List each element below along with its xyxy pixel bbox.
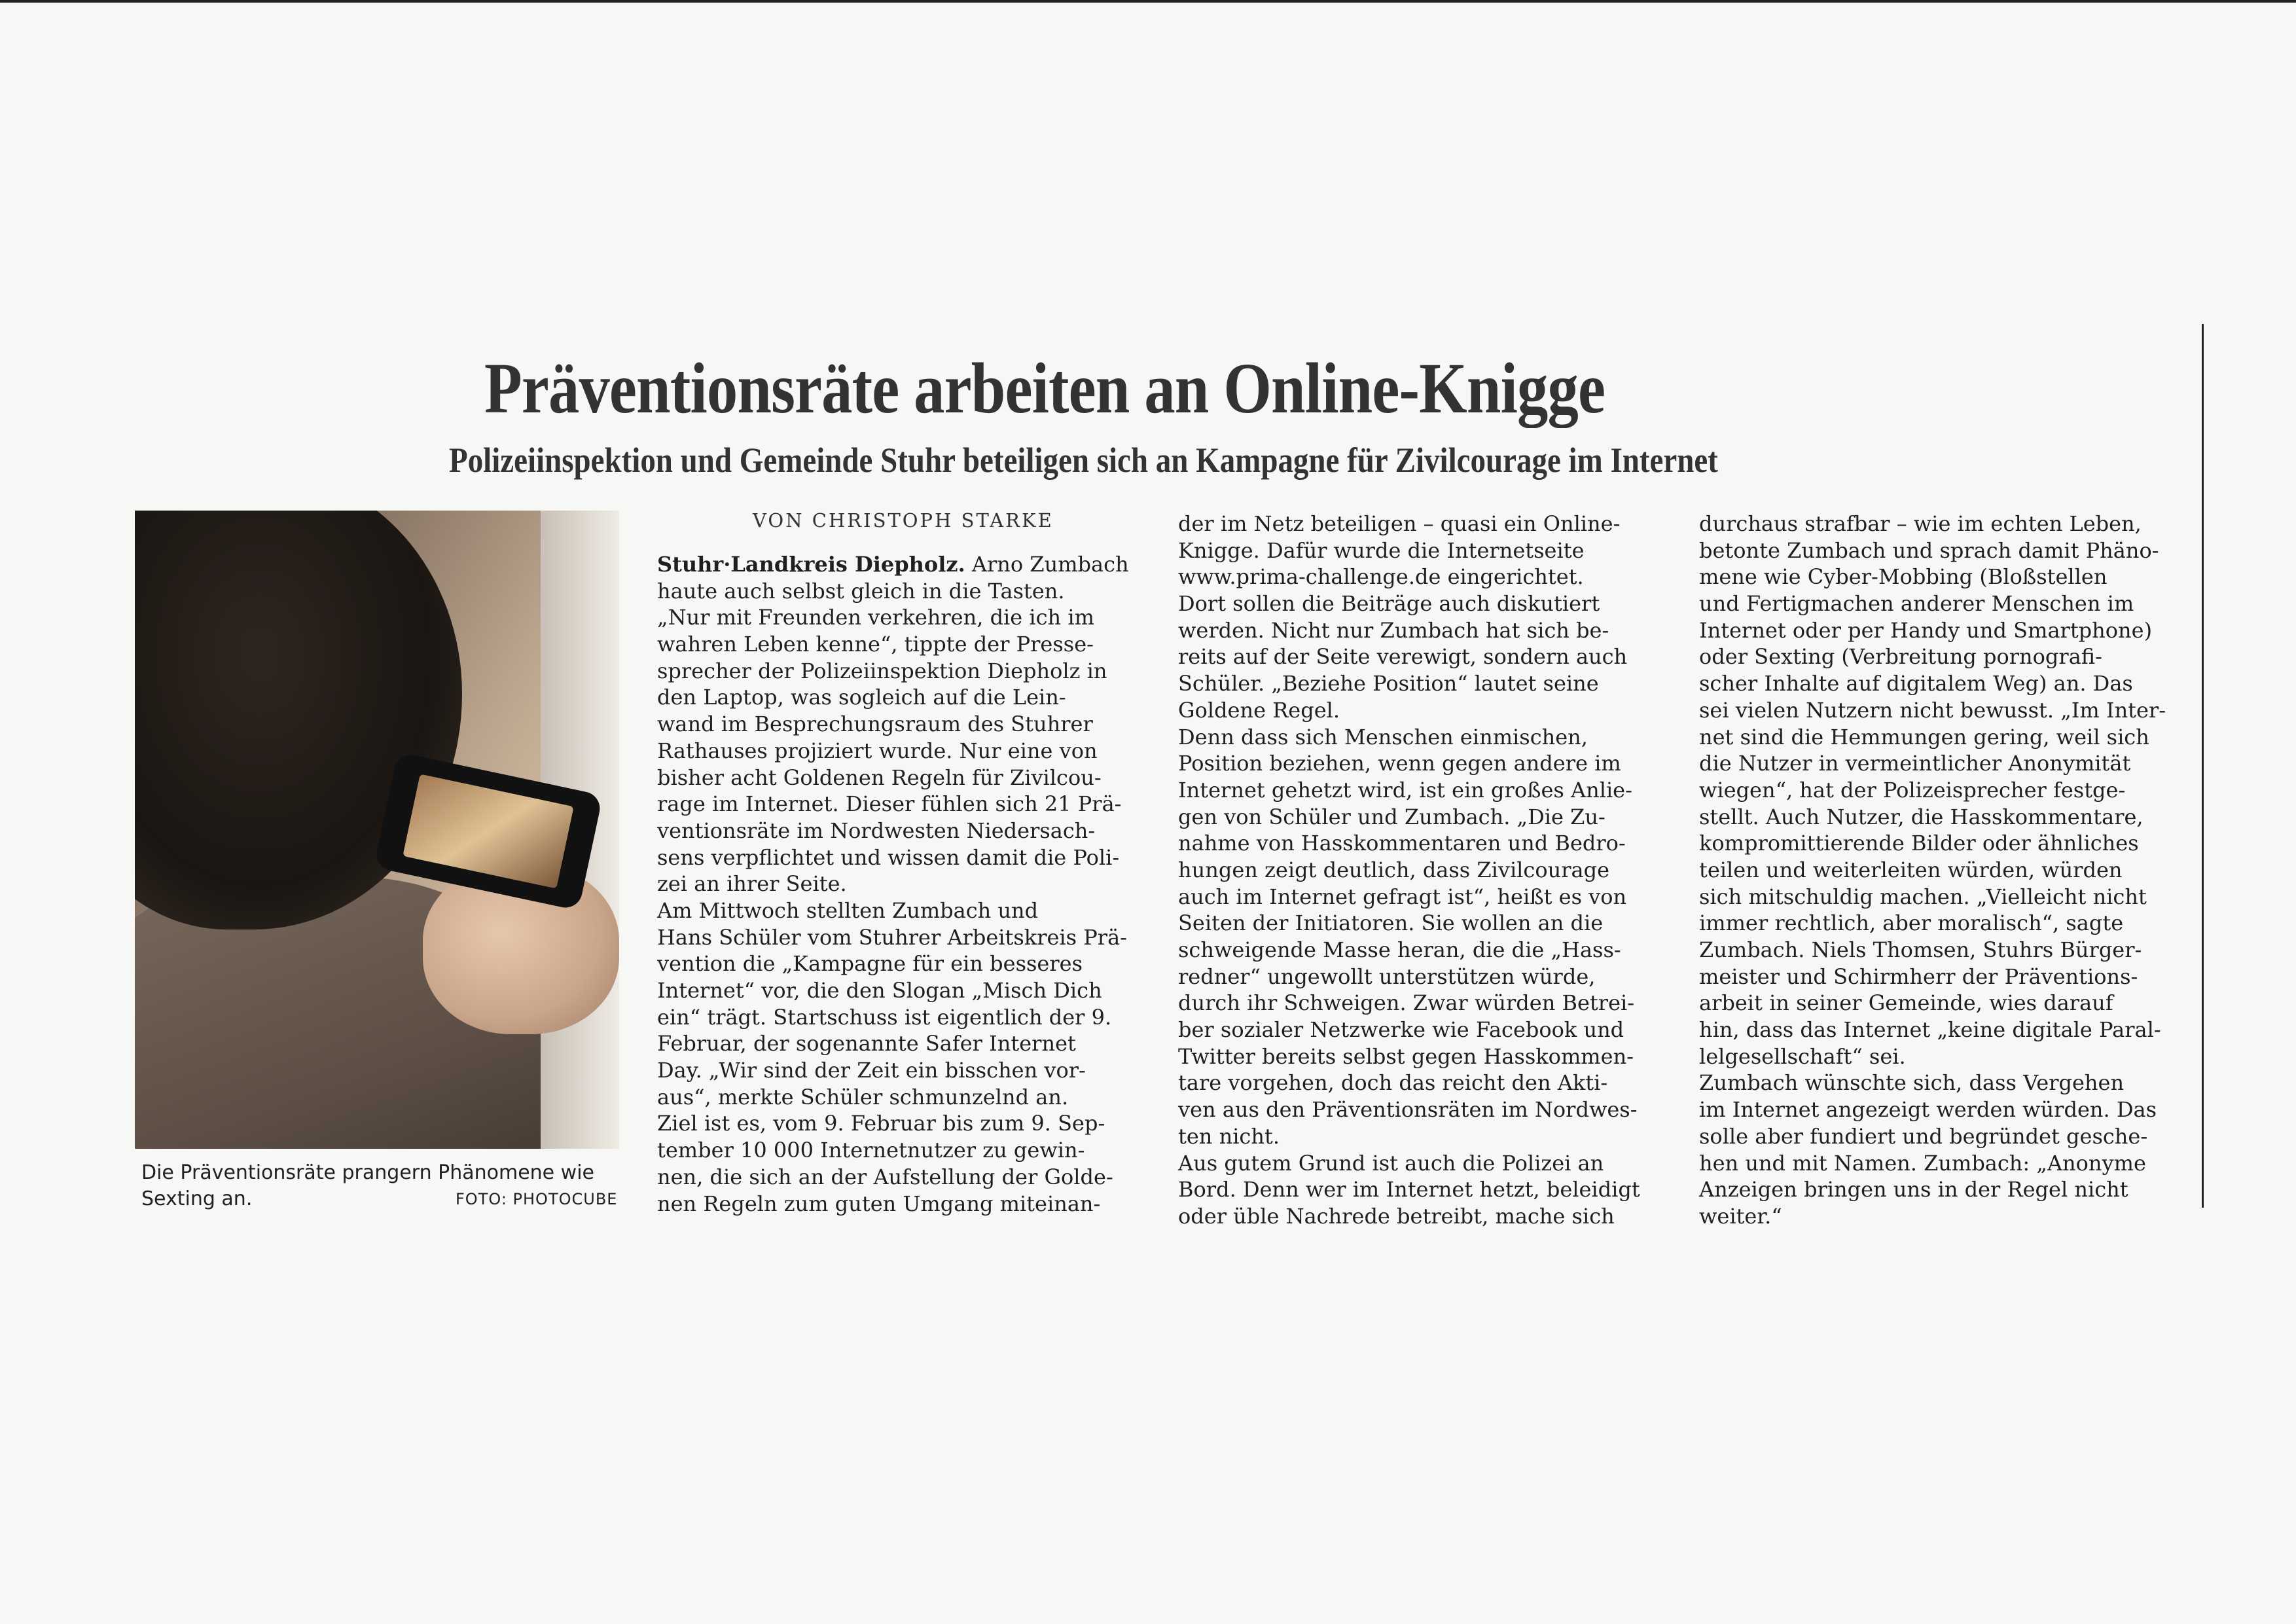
column-line-text: oder üble Nachrede betreibt, mache sich (1178, 1203, 1615, 1229)
column-line (1178, 884, 1656, 911)
column-line-text: Knigge. Dafür wurde die Internetseite (1178, 537, 1585, 563)
column-line (657, 897, 1135, 924)
column-1-first-line: Arno Zumbach (971, 552, 1129, 577)
column-line (657, 711, 1135, 738)
column-line (657, 738, 1135, 765)
column-line (657, 551, 1135, 578)
photo-caption-block (141, 1160, 626, 1212)
column-1-lines (657, 578, 1135, 1218)
column-line (1699, 1150, 2183, 1177)
photo-caption: Die Präventionsräte prangern Phänomene wie Sexting an. (141, 1161, 595, 1210)
column-line-text: Dort sollen die Beiträge auch diskutiert (1178, 591, 1600, 617)
column-line (657, 844, 1135, 871)
column-line (1699, 1203, 2183, 1230)
column-line-text: Rathauses projiziert wurde. Nur eine von (657, 738, 1098, 763)
column-line (1178, 724, 1656, 751)
column-rule (2202, 324, 2204, 1208)
column-line-text: vention die „Kampagne für ein besseres (657, 951, 1083, 977)
column-line (1699, 884, 2183, 911)
photo-credit: FOTO: PHOTOCUBE (456, 1190, 618, 1208)
page-top-edge (0, 0, 2296, 3)
column-line (1178, 697, 1656, 724)
column-line-text: zei an ihrer Seite. (657, 871, 847, 897)
column-line (1178, 643, 1656, 670)
column-line-text: nen Regeln zum guten Umgang miteinan- (657, 1191, 1101, 1216)
column-line (1178, 1203, 1656, 1230)
column-line-text: hin, dass das Internet „keine digitale Paral- (1699, 1017, 2161, 1043)
column-line (1699, 617, 2183, 644)
column-line (1699, 1123, 2183, 1150)
column-line-text: Hans Schüler vom Stuhrer Arbeitskreis Prä- (657, 924, 1127, 950)
column-line-text: solle aber fundiert und begründet gesche- (1699, 1123, 2148, 1149)
column-line (1178, 617, 1656, 644)
column-line (1699, 777, 2183, 804)
column-line-text: hungen zeigt deutlich, dass Zivilcourage (1178, 857, 1609, 882)
column-line (657, 1164, 1135, 1191)
column-line (657, 604, 1135, 631)
column-line-text: den Laptop, was sogleich auf die Lein- (657, 685, 1066, 710)
column-line-text: die Nutzer in vermeintlicher Anonymität (1699, 751, 2131, 776)
article-column-2 (1178, 511, 1656, 1230)
column-line (1178, 511, 1656, 537)
column-line (1178, 1123, 1656, 1150)
column-line-text: Seiten der Initiatoren. Sie wollen an die (1178, 911, 1604, 936)
column-line (657, 1110, 1135, 1137)
column-line-text: ein“ trägt. Startschuss ist eigentlich der 9. (657, 1004, 1112, 1030)
article-column-3 (1699, 511, 2183, 1230)
column-line-text: kompromittierende Bilder oder ähnliches (1699, 831, 2139, 856)
column-line (1178, 804, 1656, 831)
column-line-text: im Internet angezeigt werden würden. Das (1699, 1097, 2157, 1123)
column-line (1699, 1043, 2183, 1070)
column-line (1699, 511, 2183, 537)
subheadline: Polizeiinspektion und Gemeinde Stuhr beteiligen sich an Kampagne für Zivilcourage im Internet (449, 441, 1718, 480)
article-photo (135, 511, 619, 1149)
column-line (1178, 1096, 1656, 1123)
column-line-text: Zumbach wünschte sich, dass Vergehen (1699, 1070, 2125, 1096)
column-line (657, 1191, 1135, 1218)
column-line-text: tare vorgehen, doch das reicht den Akti- (1178, 1070, 1608, 1096)
column-line-text: Schüler. „Beziehe Position“ lautet seine (1178, 671, 1599, 696)
column-line-text: Ziel ist es, vom 9. Februar bis zum 9. Sep- (657, 1111, 1105, 1136)
column-line-text: gen von Schüler und Zumbach. „Die Zu- (1178, 804, 1605, 829)
column-line-text: lelgesellschaft“ sei. (1699, 1043, 1906, 1069)
column-line (1699, 1176, 2183, 1203)
column-line-text: sich mitschuldig machen. „Vielleicht nicht (1699, 884, 2147, 909)
column-line-text: betonte Zumbach und sprach damit Phäno- (1699, 537, 2159, 563)
column-line-text: ten nicht. (1178, 1123, 1280, 1149)
column-line-text: Goldene Regel. (1178, 697, 1340, 723)
column-line (657, 1057, 1135, 1084)
column-line (1699, 1070, 2183, 1096)
column-line-text: sprecher der Polizeiinspektion Diepholz in (657, 658, 1107, 683)
column-line (657, 1004, 1135, 1031)
column-line-text: Februar, der sogenannte Safer Internet (657, 1031, 1076, 1056)
column-line (1699, 937, 2183, 964)
column-line (1699, 804, 2183, 831)
column-line (1699, 1017, 2183, 1043)
column-line-text: der im Netz beteiligen – quasi ein Online- (1178, 511, 1621, 536)
column-line-text: Denn dass sich Menschen einmischen, (1178, 724, 1588, 749)
column-line (1178, 777, 1656, 804)
column-line-text: Internet oder per Handy und Smartphone) (1699, 617, 2153, 643)
column-line (657, 977, 1135, 1004)
column-line (1178, 990, 1656, 1017)
column-line (1699, 750, 2183, 777)
byline: VON CHRISTOPH STARKE (753, 509, 1054, 532)
column-line (1178, 1017, 1656, 1043)
column-line-text: durch ihr Schweigen. Zwar würden Betrei- (1178, 990, 1635, 1016)
column-line-text: haute auch selbst gleich in die Tasten. (657, 578, 1065, 604)
column-line (1178, 1150, 1656, 1177)
column-line-text: stellt. Auch Nutzer, die Hasskommentare, (1699, 804, 2144, 829)
column-line (657, 1137, 1135, 1164)
column-line (1178, 537, 1656, 564)
column-line-text: aus“, merkte Schüler schmunzelnd an. (657, 1084, 1069, 1110)
column-line (1178, 750, 1656, 777)
column-line-text: Am Mittwoch stellten Zumbach und (657, 897, 1039, 923)
column-line-text: scher Inhalte auf digitalem Weg) an. Das (1699, 671, 2133, 696)
column-line (1178, 670, 1656, 697)
column-line (1699, 1096, 2183, 1123)
column-line (1699, 590, 2183, 617)
column-line-text: bisher acht Goldenen Regeln für Zivilcou- (657, 765, 1102, 790)
column-line-text: teilen und weiterleiten würden, würden (1699, 857, 2123, 882)
column-line (1178, 857, 1656, 884)
column-line-text: Internet gehetzt wird, ist ein großes Anlie- (1178, 777, 1632, 803)
column-line-text: Anzeigen bringen uns in der Regel nicht (1699, 1177, 2128, 1202)
column-line (1178, 564, 1656, 590)
column-line (1178, 1070, 1656, 1096)
column-line-text: Bord. Denn wer im Internet hetzt, beleidigt (1178, 1177, 1640, 1202)
column-line-text: wahren Leben kenne“, tippte der Presse- (657, 632, 1094, 657)
column-line (1178, 590, 1656, 617)
column-line-text: meister und Schirmherr der Präventions- (1699, 964, 2138, 989)
column-line (1178, 937, 1656, 964)
column-line (1699, 670, 2183, 697)
column-line (657, 765, 1135, 791)
column-line-text: ven aus den Präventionsräten im Nordwes- (1178, 1097, 1638, 1123)
column-line-text: schweigende Masse heran, die die „Hass- (1178, 937, 1621, 962)
column-line-text: werden. Nicht nur Zumbach hat sich be- (1178, 617, 1609, 643)
column-line-text: ventionsräte im Nordwesten Niedersach- (657, 818, 1096, 843)
column-line-text: net sind die Hemmungen gering, weil sich (1699, 724, 2149, 749)
column-line-text: wiegen“, hat der Polizeisprecher festge- (1699, 777, 2126, 803)
column-line-text: hen und mit Namen. Zumbach: „Anonyme (1699, 1150, 2146, 1176)
column-line-text: Aus gutem Grund ist auch die Polizei an (1178, 1150, 1604, 1176)
column-line (1178, 910, 1656, 937)
column-line (657, 1084, 1135, 1111)
column-line (657, 871, 1135, 897)
dateline: Stuhr·Landkreis Diepholz. (657, 552, 965, 577)
column-line-text: nahme von Hasskommentaren und Bedro- (1178, 831, 1626, 856)
column-line (1699, 643, 2183, 670)
column-line-text: wand im Besprechungsraum des Stuhrer (657, 712, 1093, 737)
article-column-1 (657, 551, 1135, 1217)
column-line (657, 684, 1135, 711)
column-line (1699, 910, 2183, 937)
column-line (1699, 564, 2183, 590)
column-line-text: und Fertigmachen anderer Menschen im (1699, 591, 2134, 617)
column-line-text: reits auf der Seite verewigt, sondern auch (1178, 644, 1628, 670)
column-line-text: immer rechtlich, aber moralisch“, sagte (1699, 911, 2124, 936)
column-line-text: ber sozialer Netzwerke wie Facebook und (1178, 1017, 1624, 1043)
headline: Präventionsräte arbeiten an Online-Knigge (484, 348, 1605, 428)
photo-smartphone-screen (403, 774, 573, 888)
column-line-text: nen, die sich an der Aufstellung der Golde- (657, 1164, 1113, 1189)
column-line (1178, 830, 1656, 857)
column-line (657, 658, 1135, 685)
column-line-text: mene wie Cyber-Mobbing (Bloßstellen (1699, 564, 2108, 590)
column-line-text: auch im Internet gefragt ist“, heißt es von (1178, 884, 1627, 909)
column-line (657, 924, 1135, 951)
column-line (1699, 830, 2183, 857)
column-line-text: weiter.“ (1699, 1203, 1782, 1229)
column-line-text: Zumbach. Niels Thomsen, Stuhrs Bürger- (1699, 937, 2142, 962)
column-line (1178, 964, 1656, 990)
column-line (1699, 964, 2183, 990)
column-line (1699, 990, 2183, 1017)
column-line (1699, 724, 2183, 751)
column-line-text: www.prima-challenge.de eingerichtet. (1178, 564, 1584, 590)
column-line (657, 791, 1135, 818)
column-line (1178, 1176, 1656, 1203)
column-line (1699, 857, 2183, 884)
column-line (657, 818, 1135, 844)
column-line-text: oder Sexting (Verbreitung pornografi- (1699, 644, 2102, 670)
column-line (657, 631, 1135, 658)
column-line-text: Position beziehen, wenn gegen andere im (1178, 751, 1621, 776)
column-line-text: arbeit in seiner Gemeinde, wies darauf (1699, 990, 2113, 1016)
column-line-text: „Nur mit Freunden verkehren, die ich im (657, 605, 1094, 630)
column-line-text: sei vielen Nutzern nicht bewusst. „Im Inter- (1699, 697, 2166, 723)
column-line-text: Day. „Wir sind der Zeit ein bisschen vor- (657, 1058, 1086, 1083)
column-line (1699, 537, 2183, 564)
column-line (657, 578, 1135, 605)
column-line-text: Twitter bereits selbst gegen Hasskommen- (1178, 1043, 1634, 1069)
column-line (657, 950, 1135, 977)
column-line-text: sens verpflichtet und wissen damit die Poli- (657, 844, 1120, 870)
column-line-text: tember 10 000 Internetnutzer zu gewin- (657, 1138, 1085, 1163)
column-line-text: Internet“ vor, die den Slogan „Misch Dich (657, 978, 1102, 1003)
column-line (657, 1030, 1135, 1057)
column-line (1699, 697, 2183, 724)
column-line (1178, 1043, 1656, 1070)
column-line-text: redner“ ungewollt unterstützen würde, (1178, 964, 1596, 989)
column-line-text: durchaus strafbar – wie im echten Leben, (1699, 511, 2142, 536)
column-line-text: rage im Internet. Dieser fühlen sich 21 Prä- (657, 791, 1122, 817)
